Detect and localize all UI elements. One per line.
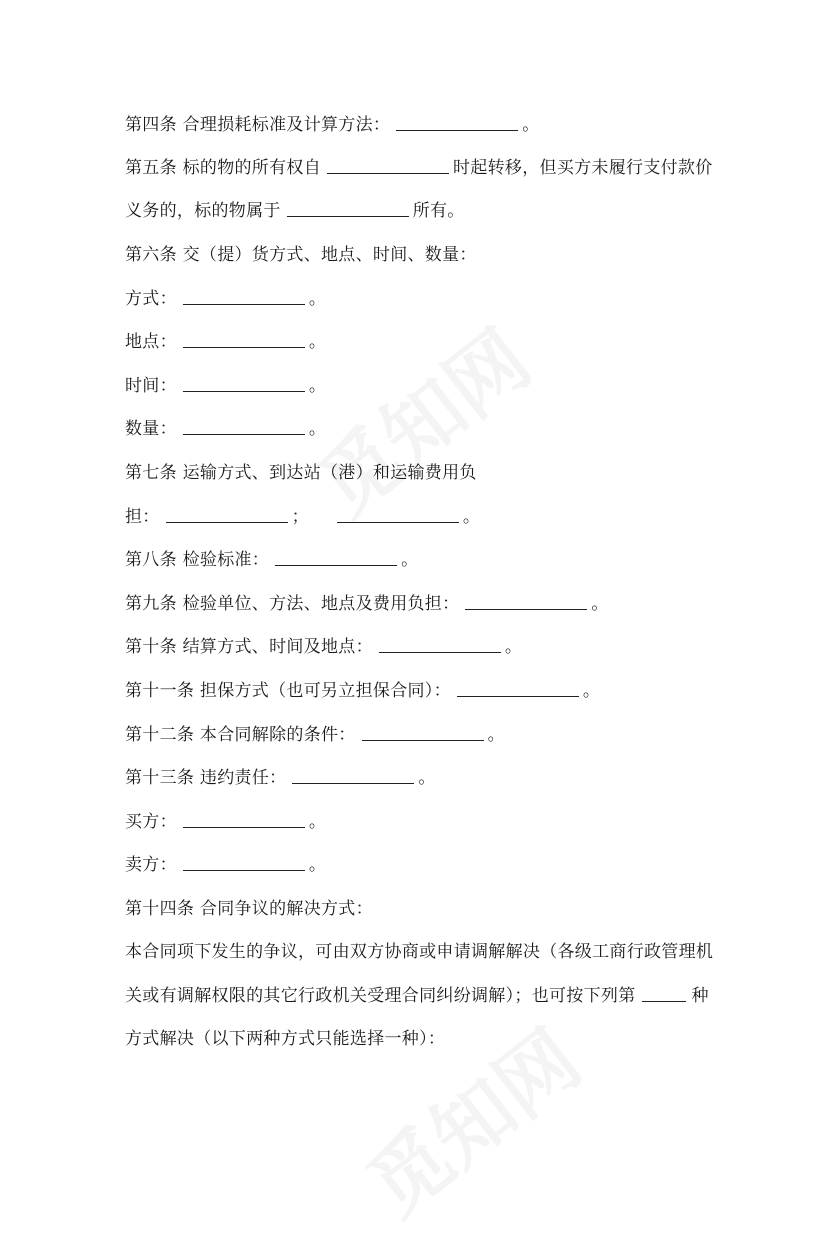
- delivery-quantity-end: 。: [308, 419, 327, 439]
- article-8-text: 第八条 检验标准：: [125, 550, 270, 570]
- article-7-cont: 担：: [125, 507, 160, 527]
- delivery-quantity: [125, 415, 326, 443]
- article-4-text: 第四条 合理损耗标准及计算方法：: [125, 115, 391, 135]
- ownership-party-blank[interactable]: [287, 198, 409, 217]
- article-9-end: 。: [591, 594, 609, 614]
- article-14-para-line-3: [125, 1025, 445, 1053]
- article-14-para-line-2: [125, 982, 709, 1010]
- settlement-blank[interactable]: [379, 634, 501, 653]
- delivery-time-label: 时间：: [125, 376, 177, 396]
- loss-standard-blank[interactable]: [396, 112, 518, 131]
- article-14-text: 第十四条 合同争议的解决方式：: [125, 899, 373, 919]
- article-5-text: 第五条 标的物的所有权自: [125, 158, 322, 178]
- article-11: [125, 677, 600, 705]
- article-5-line-2: [125, 197, 465, 225]
- article-10: [125, 633, 522, 661]
- article-7-line-2: [125, 503, 480, 531]
- article-13: [125, 764, 436, 792]
- seller-line: [125, 851, 326, 879]
- delivery-method-blank[interactable]: [183, 286, 305, 305]
- article-7-end: 。: [462, 507, 481, 527]
- liability-blank[interactable]: [292, 765, 414, 784]
- article-8: [125, 546, 418, 574]
- article-13-text: 第十三条 违约责任：: [125, 768, 287, 788]
- article-5-mid: 时起转移，但买方未履行支付款价: [453, 158, 713, 178]
- delivery-method: [125, 285, 326, 313]
- delivery-place: [125, 328, 326, 356]
- article-13-end: 。: [418, 768, 436, 788]
- article-9-text: 第九条 检验单位、方法、地点及费用负担：: [125, 594, 460, 614]
- article-11-text: 第十一条 担保方式（也可另立担保合同）：: [125, 681, 451, 701]
- delivery-place-label: 地点：: [125, 332, 177, 352]
- watermark: [290, 298, 550, 536]
- article-4: [125, 111, 540, 139]
- article-14-para-line-1: [125, 938, 713, 966]
- article-7-sep: ；: [291, 507, 309, 527]
- delivery-time: [125, 372, 326, 400]
- delivery-quantity-blank[interactable]: [183, 416, 305, 435]
- article-14-para-2: 关或有调解权限的其它行政机关受理合同纠纷调解）；也可按下列第: [125, 986, 636, 1006]
- delivery-quantity-label: 数量：: [125, 419, 177, 439]
- inspection-standard-blank[interactable]: [275, 547, 397, 566]
- article-5-cont: 义务的，标的物属于: [125, 201, 281, 221]
- article-8-end: 。: [401, 550, 419, 570]
- termination-blank[interactable]: [362, 722, 484, 741]
- delivery-place-blank[interactable]: [183, 329, 305, 348]
- article-12: [125, 721, 505, 749]
- delivery-time-end: 。: [308, 376, 327, 396]
- article-12-end: 。: [487, 725, 505, 745]
- article-14-para-3: 方式解决（以下两种方式只能选择一种）：: [125, 1029, 446, 1049]
- buyer-line: [125, 808, 326, 836]
- article-4-end: 。: [522, 115, 540, 135]
- article-7-line-1: [125, 459, 477, 487]
- inspection-unit-blank[interactable]: [465, 591, 587, 610]
- article-11-end: 。: [582, 681, 601, 701]
- article-9: [125, 590, 609, 618]
- article-14: [125, 895, 373, 923]
- seller-end: 。: [308, 855, 327, 875]
- article-7-text: 第七条 运输方式、到达站（港）和运输费用负: [125, 463, 477, 483]
- article-5-line-1: [125, 154, 713, 182]
- method-number-blank[interactable]: [642, 983, 686, 1002]
- delivery-method-label: 方式：: [125, 289, 177, 309]
- article-6: [125, 241, 477, 269]
- ownership-time-blank[interactable]: [327, 155, 449, 174]
- article-10-text: 第十条 结算方式、时间及地点：: [125, 637, 373, 657]
- transport-blank-2[interactable]: [337, 504, 459, 523]
- buyer-label: 买方：: [125, 812, 177, 832]
- delivery-place-end: 。: [308, 332, 327, 352]
- seller-label: 卖方：: [125, 855, 177, 875]
- article-14-para-2-end: 种: [691, 986, 709, 1006]
- article-6-text: 第六条 交（提）货方式、地点、时间、数量：: [125, 245, 477, 265]
- seller-blank[interactable]: [183, 852, 305, 871]
- article-5-end: 所有。: [412, 201, 465, 221]
- buyer-end: 。: [308, 812, 327, 832]
- delivery-time-blank[interactable]: [183, 373, 305, 392]
- guarantee-blank[interactable]: [457, 678, 579, 697]
- article-14-para-1: 本合同项下发生的争议，可由双方协商或申请调解解决（各级工商行政管理机: [125, 942, 714, 962]
- article-10-end: 。: [504, 637, 523, 657]
- article-12-text: 第十二条 本合同解除的条件：: [125, 725, 356, 745]
- buyer-blank[interactable]: [183, 809, 305, 828]
- delivery-method-end: 。: [308, 289, 327, 309]
- transport-blank-1[interactable]: [166, 504, 288, 523]
